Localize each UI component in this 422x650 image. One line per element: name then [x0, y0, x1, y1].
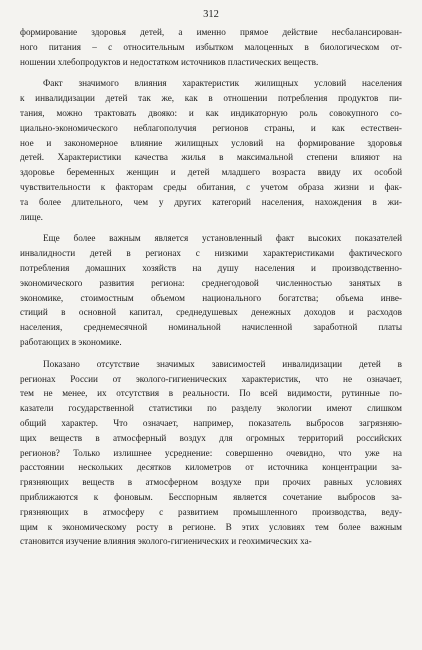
text-line: регионах России от эколого-гигиенических характеристик, что не означает, — [20, 373, 402, 384]
text-line: щих веществ в атмосферный воздух для огромных территорий российских — [20, 432, 402, 443]
text-line: становится изучение влияния эколого-гигиенических и геохимических ха- — [20, 536, 312, 547]
text-line: к инвалидизации детей так же, как в отношении потребления продуктов пи- — [20, 93, 402, 104]
text-line: регионов? Только излишнее усреднение: совершенно очевидно, что уже на — [20, 447, 402, 458]
text-line: формирование здоровья детей, а именно прямое действие несбалансирован- — [20, 27, 402, 37]
text-line: казатели государственной статистики по разделу экологии имеют слишком — [20, 403, 402, 414]
text-line: общий характер. Что означает, например, показатель выбросов загрязняю- — [20, 417, 402, 428]
text-line: Факт значимого влияния характеристик жилищных условий населения — [43, 78, 402, 89]
text-line: инвалидности детей в регионах с низкими характеристиками фактического — [20, 248, 402, 259]
text-line: стиций в основной капитал, среднедушевых денежных доходов и расходов — [20, 307, 402, 318]
text-line: чувствительности к факторам среды обитания, с учетом образа жизни и фак- — [20, 181, 402, 192]
paragraph — [20, 25, 402, 69]
text-line: работающих в экономике. — [20, 336, 122, 347]
text-line: щим к экономическому росту в регионе. В этих условиях тем более важным — [20, 521, 402, 532]
text-line: циально-экономического неблагополучия регионов страны, и как естествен- — [20, 122, 402, 133]
text-line: экономике, стоимостным объемом национального богатства; объема инве- — [20, 292, 402, 303]
text-line: населения, среднемесячной номинальной начисленной заработной платы — [20, 322, 402, 333]
text-line: тания, можно трактовать двояко: и как индикаторную роль совокупного со- — [20, 107, 402, 118]
text-line: Еще более важным является установленный факт высоких показателей — [43, 233, 402, 244]
text-line: приближаются к фоновым. Бесспорным является сочетание выбросов за- — [20, 491, 402, 502]
text-line: детей. Характеристики качества жилья в максимальной степени влияют на — [20, 152, 402, 163]
text-line: та более длительного, чем у других категорий населения, нахождения в жи- — [20, 196, 402, 207]
paragraph — [20, 231, 402, 349]
text-line: расстоянии нескольких десятков километров от источника концентрации за- — [20, 462, 402, 473]
text-line: здоровье беременных женщин и детей младшего возраста ввиду их особой — [20, 167, 402, 178]
text-line: ное и закономерное влияние жилищных условий на формирование здоровья — [20, 137, 402, 148]
paragraph — [20, 357, 402, 549]
paragraph — [20, 76, 402, 224]
text-line: Показано отсутствие значимых зависимостей инвалидизации детей в — [43, 358, 402, 369]
text-line: ношении хлебопродуктов и недостатком источников пластических веществ. — [20, 56, 319, 67]
text-line: лище. — [20, 211, 43, 222]
page-number: 312 — [203, 9, 219, 20]
text-line: ного питания – с относительным избытком малоценных в биологическом от- — [20, 41, 402, 52]
text-line: грязняющих в атмосферу с развитием промышленного производства, веду- — [20, 506, 402, 517]
text-line: грязняющих веществ в атмосферном воздухе при прочих равных условиях — [20, 477, 402, 488]
body-text — [20, 25, 402, 549]
text-line: тем не менее, их отсутствия в реальности. По всей видимости, рутинные по- — [20, 388, 402, 399]
text-line: потребления домашних хозяйств на душу населения и производственно- — [20, 262, 402, 273]
text-line: экономического развития региона: среднегодовой численностью занятых в — [20, 277, 402, 288]
